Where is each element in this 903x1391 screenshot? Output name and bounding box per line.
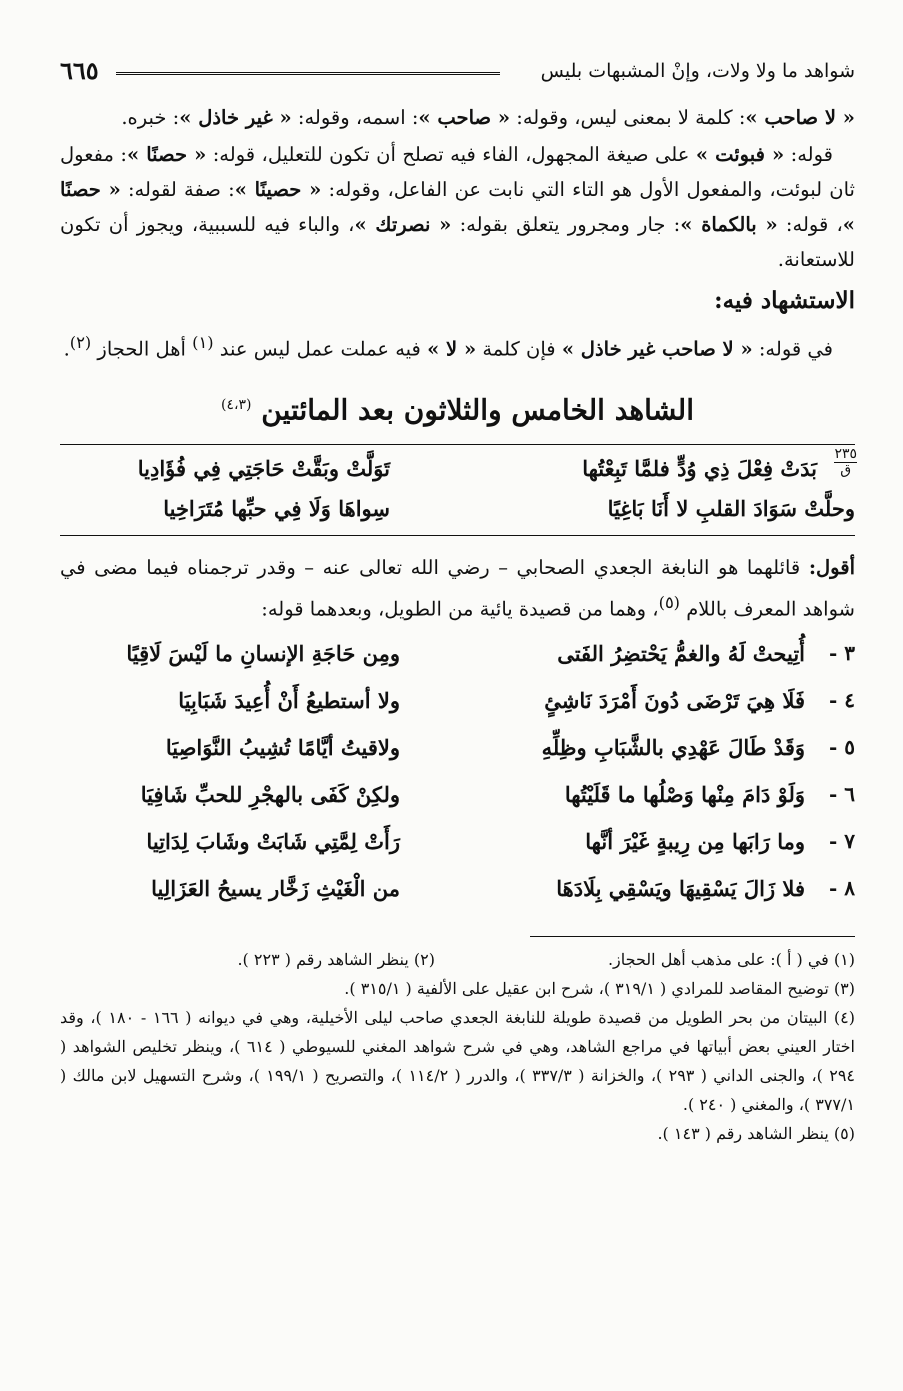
paragraph-1 [60,100,855,135]
paragraph-3 [60,325,855,367]
verse-second-hemistich: من الْغَيْثِ زَخَّار يسيحُ العَزَالِيا [151,876,400,902]
text: ، قوله: [777,213,843,236]
book-page [60,52,855,1148]
verse-second-hemistich: ومِن حَاجَةِ الإنسانِ ما لَيْسَ لَاقِيًا [126,641,400,667]
poem-line [60,818,855,865]
text: : جار ومجرور يتعلق بقوله: [451,213,681,236]
poem-line [60,677,855,724]
text: في قوله: [752,337,833,361]
text: . [63,337,70,361]
text: أهل الحجاز [91,337,193,361]
footnote-marker: (٢) [69,333,92,352]
footnote-pair [60,945,855,974]
quote: « حصنًا » [127,143,207,166]
line-number: ٣ - [828,641,855,666]
poem-line [60,630,855,677]
section-heading: الاستشهاد فيه: [714,287,855,314]
footnote-4: (٤) البيتان من بحر الطويل من قصيدة طويلة للنابغة الجعدي صاحب ليلى الأخيلية، وهي في ديوانه ( ١٦٦ - ١٨٠ )، وقد اختار العيني بعض أبياتها في مراجع الشاهد، وهي في شرح شواهد المغني للسيوطي ( ٦١٤ )، وينظر تخليص الشواهد ( ٢٩٤ )، والجنى الداني ( ٢٩٣ )، والخزانة ( ٣٣٧/٣ )، والدرر ( ١١٤/٢ )، والتصريح ( ١٩٩/١ )، وشرح التسهيل لابن مالك ( ٣٧٧/١ )، والمغني ( ٢٤٠ ). [60,1008,856,1115]
witness-number [834,447,857,477]
quote: « بالكماة » [680,213,778,236]
text: قوله: [784,143,834,166]
poem-line-right [505,782,855,807]
verse-first-hemistich: وَلَوْ دَامَ مِنْها وَصْلُها ما قَلَيْتُها [564,782,805,808]
footnote-3: (٣) توضيح المقاصد للمرادي ( ٣١٩/١ )، شرح ابن عقيل على الألفية ( ٣١٥/١ ). [344,979,855,999]
line-number: ٧ - [828,829,855,854]
footnote-2: (٢) ينظر الشاهد رقم ( ٢٢٣ ). [237,950,435,970]
footnote-5: (٥) ينظر الشاهد رقم ( ١٤٣ ). [657,1124,855,1144]
text: ، والباء فيه للسببية، ويجوز أن تكون للاستعانة. [60,213,855,271]
text: فيه عملت عمل ليس عند [213,337,428,361]
quote: « غير خاذل » [179,106,292,129]
quote: « لا صاحب » [745,106,855,129]
verse-second-hemistich: ولا أستطيعُ أَنْ أُعِيدَ شَبَابِيَا [178,688,400,714]
footnotes [60,945,855,1148]
header-rule [116,72,500,75]
line-number: ٥ - [828,735,855,760]
poem [60,630,855,912]
line-number: ٦ - [828,782,855,807]
poem-line [60,724,855,771]
text: على صيغة المجهول، الفاء فيه تصلح أن تكون للتعليل، قوله: [206,143,696,166]
page-number: ٦٦٥ [60,56,99,85]
quote: « صاحب » [418,106,511,129]
footnote-rule [530,936,855,937]
text: فإن كلمة [476,337,562,361]
footnote-marker: (٥) [658,592,681,612]
footnote-marker: (٤،٣) [221,396,252,413]
line-number: ٤ - [828,688,855,713]
witness-verses [60,444,855,536]
verse-second-hemistich: تَوَلَّتْ وبَقَّتْ حَاجَتِي فِي فُؤَادِيا [137,456,390,482]
running-title: شواهد ما ولا ولات، وإنْ المشبهات بليس [540,60,855,82]
quote: « حصنًا » [60,178,855,236]
poem-line [60,865,855,912]
text: : اسمه، وقوله: [291,106,419,129]
verse-row [60,445,857,489]
quote: « نصرتك » [354,213,452,236]
page-header [60,52,855,92]
verse-row [60,489,855,529]
quote: « حصينًا » [234,178,322,201]
verse-first-hemistich: بَدَتْ فِعْلَ ذِي وُدٍّ فلمَّا تَبِعْتُها [582,456,817,482]
witness-title-text: الشاهد الخامس والثلاثون بعد المائتين [261,392,694,426]
verse-first-hemistich: وحلَّتْ سَوَادَ القلبِ لا أَنَا بَاغِيًا [607,496,855,522]
quote: « لا صاحب غير خاذل » [561,337,753,361]
text: : خبره. [121,106,180,129]
footnote-marker: (١) [192,333,214,352]
verse-first-hemistich: فَلَا هِيَ تَرْضَى دُونَ أَمْرَدَ نَاشِئٍ [544,688,805,714]
text: : صفة لقوله: [120,178,235,201]
quote: « لا » [427,337,477,361]
verse-second-hemistich: ولاقيتُ أيَّامًا تُشِيبُ النَّوَاصِيَا [165,735,400,761]
poem-line-right [505,829,855,854]
verse-second-hemistich: ولكِنْ كَفَى بالهجْرِ للحبِّ شَافِيَا [140,782,400,808]
verse-second-hemistich: سِواهَا وَلَا فِي حبِّها مُتَرَاخِيا [163,496,390,522]
poem-line-right [505,735,855,760]
text-bold: أقول: [808,555,855,579]
text: : مفعول ثان لبوئت، والمفعول الأول هو التاء التي نابت عن الفاعل، وقوله: [60,143,855,201]
paragraph-4 [60,550,855,627]
poem-line-right [505,688,855,713]
verse-first-hemistich: وما رَابَها مِن رِيبةٍ غَيْرَ أنَّها [585,829,805,855]
poem-line-right [505,641,855,666]
poem-line-right [505,876,855,901]
text: : كلمة لا بمعنى ليس، وقوله: [510,106,746,129]
quote: « فبوئت » [695,143,785,166]
line-number: ٨ - [828,876,855,901]
verse-first-hemistich: وَقَدْ طَالَ عَهْدِي بالشَّبَابِ وظِلِّهِ [541,735,805,761]
paragraph-2 [60,137,855,277]
text: ، وهما من قصيدة يائية من الطويل، وبعدهما قوله: [261,597,659,621]
verse-first-hemistich: أُتِيحتْ لَهُ والغمُّ يَحْتضِرُ الفَتى [557,641,805,667]
verse-first-hemistich: فلا زَالَ يَسْقِيهَا ويَسْقِي بِلَادَهَا [556,876,805,902]
witness-meter: ق [840,461,852,478]
footnote-1: (١) في ( أ ): على مذهب أهل الحجاز. [607,950,855,970]
text: قائلهما هو النابغة الجعدي الصحابي – رضي الله تعالى عنه – وقدر ترجمناه فيما مضى في شواهد المعرف باللام [60,555,855,621]
witness-number-value: ٢٣٥ [834,445,857,462]
verse-second-hemistich: رَأَتْ لِمَّتِي شَابَتْ وشَابَ لِدَاتِيا [146,829,400,855]
poem-line [60,771,855,818]
witness-title [60,383,855,432]
